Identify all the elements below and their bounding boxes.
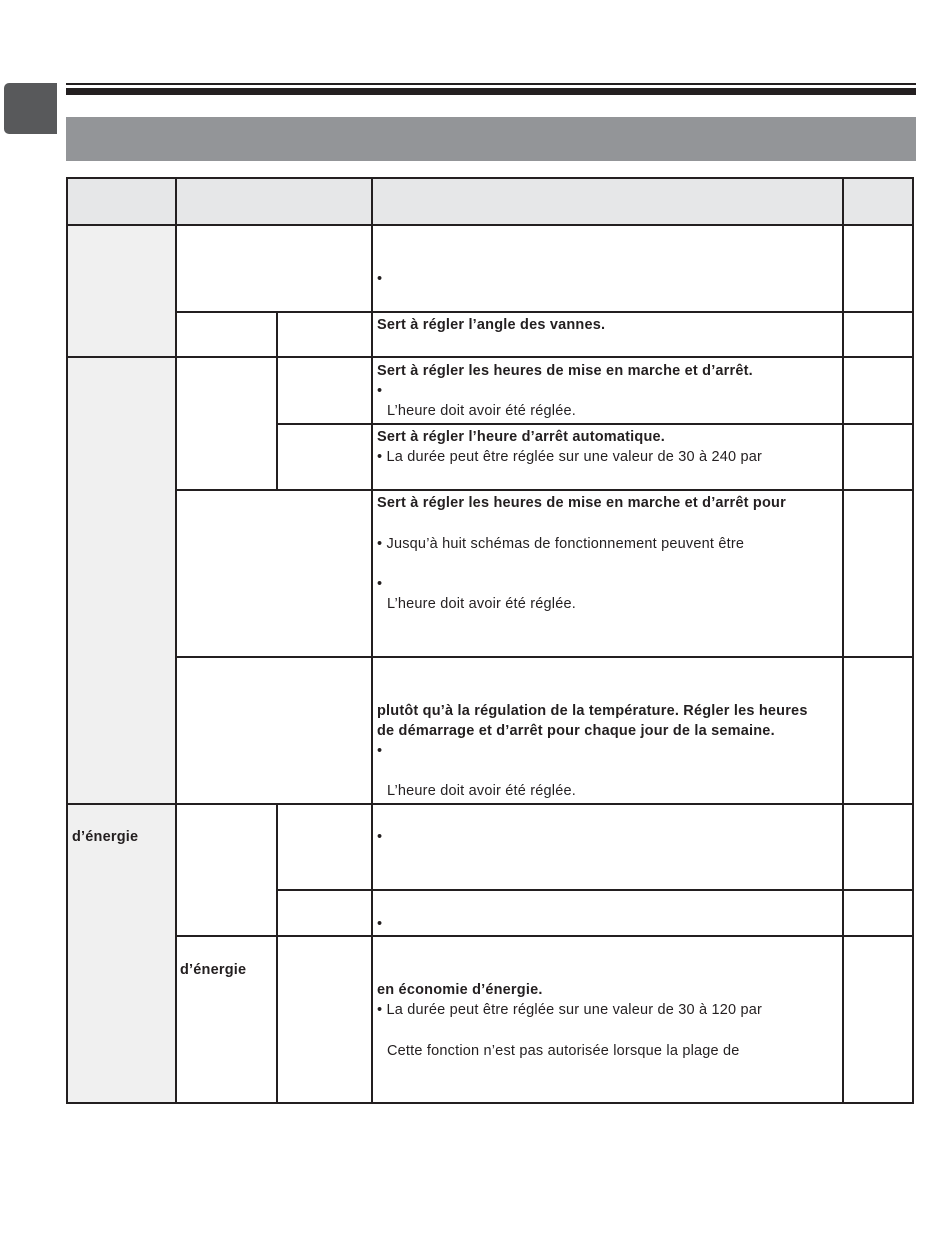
group-cell-3	[67, 804, 175, 1103]
group-cell-1	[67, 225, 175, 357]
r9-item-label: d’énergie	[180, 962, 247, 978]
r5-description: Sert à régler les heures de mise en marche et d’arrêt pour	[377, 495, 786, 511]
r6-description-1: plutôt qu’à la régulation de la température. Régler les heures	[377, 703, 808, 719]
r7-bullet: •	[377, 829, 383, 845]
r7-group-label: d’énergie	[72, 829, 139, 845]
r6-bullet: •	[377, 743, 383, 759]
r8-bullet: •	[377, 916, 383, 932]
group-cell-2	[67, 357, 175, 804]
r3-bullet: •	[377, 383, 383, 399]
r9-description: en économie d’énergie.	[377, 982, 543, 998]
r3-note: L’heure doit avoir été réglée.	[387, 403, 576, 419]
table-header-row	[67, 178, 913, 225]
r6-description-2: de démarrage et d’arrêt pour chaque jour de la semaine.	[377, 723, 775, 739]
r5-note: L’heure doit avoir été réglée.	[387, 596, 576, 612]
r5-line2: • Jusqu’à huit schémas de fonctionnement peuvent être	[377, 536, 745, 552]
r6-note: L’heure doit avoir été réglée.	[387, 783, 576, 799]
section-title-band	[66, 117, 916, 161]
r9-note: Cette fonction n’est pas autorisée lorsque la plage de	[387, 1043, 740, 1059]
header-rule-thick	[66, 88, 916, 95]
r1-bullet: •	[377, 271, 383, 287]
header-rule-thin	[66, 83, 916, 85]
r2-description: Sert à régler l’angle des vannes.	[377, 317, 606, 333]
r3-description: Sert à régler les heures de mise en marche et d’arrêt.	[377, 363, 753, 379]
chapter-tab	[4, 83, 57, 134]
r4-description: Sert à régler l’heure d’arrêt automatique.	[377, 429, 666, 445]
r5-bullet: •	[377, 576, 383, 592]
r9-line2: • La durée peut être réglée sur une valeur de 30 à 120 par	[377, 1002, 763, 1018]
r4-line2: • La durée peut être réglée sur une valeur de 30 à 240 par	[377, 449, 763, 465]
